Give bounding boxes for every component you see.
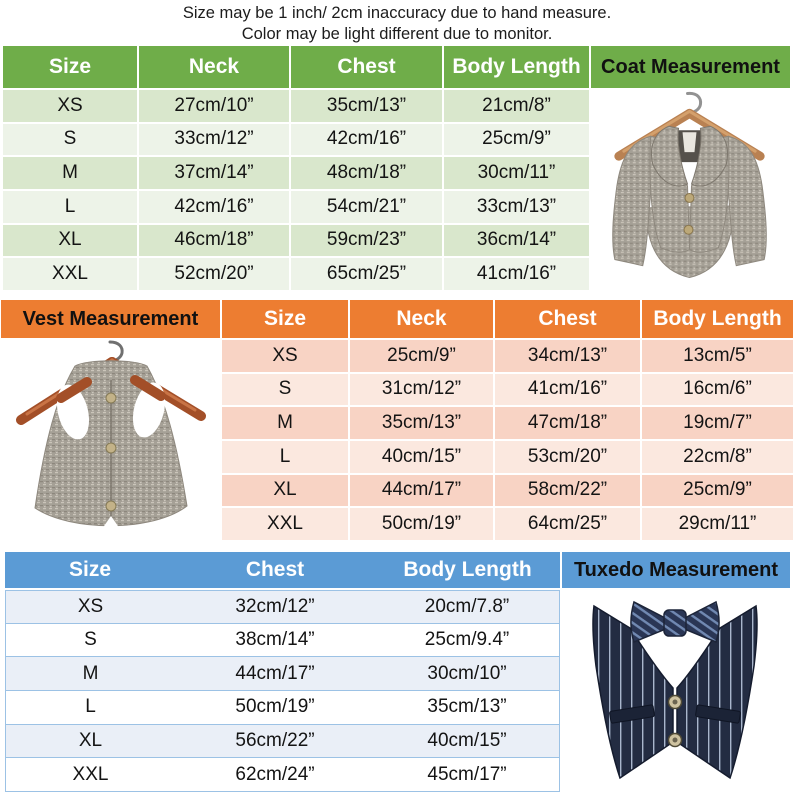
disclaimer-line-2: Color may be light different due to monitor.	[241, 25, 553, 43]
measurement-cell: 25cm/9”	[444, 124, 589, 156]
measurement-cell: 53cm/20”	[495, 441, 640, 473]
vest-table-title: Vest Measurement	[1, 300, 220, 338]
measurement-cell: 25cm/9.4”	[375, 624, 560, 658]
measurement-cell: 35cm/13”	[375, 691, 560, 725]
measurement-cell: 46cm/18”	[139, 225, 289, 257]
measurement-cell: 33cm/12”	[139, 124, 289, 156]
size-label-cell: XL	[3, 225, 137, 257]
measurement-cell: 44cm/17”	[350, 475, 493, 507]
column-header-body-length: Body Length	[642, 300, 793, 338]
measurement-cell: 35cm/13”	[291, 90, 442, 122]
measurement-cell: 56cm/22”	[175, 725, 375, 759]
measurement-cell: 36cm/14”	[444, 225, 589, 257]
tuxedo-table-title: Tuxedo Measurement	[560, 552, 790, 590]
size-label-cell: XXL	[222, 508, 348, 540]
column-header-size: Size	[5, 552, 175, 590]
measurement-cell: 59cm/23”	[291, 225, 442, 257]
size-disclaimer	[0, 3, 794, 45]
measurement-cell: 44cm/17”	[175, 657, 375, 691]
measurement-cell: 16cm/6”	[642, 374, 793, 406]
size-label-cell: XL	[5, 725, 175, 759]
size-label-cell: S	[3, 124, 137, 156]
measurement-cell: 32cm/12”	[175, 590, 375, 624]
column-header-body-length: Body Length	[444, 46, 589, 88]
size-label-cell: XXL	[3, 258, 137, 290]
size-label-cell: M	[222, 407, 348, 439]
measurement-cell: 40cm/15”	[375, 725, 560, 759]
measurement-cell: 29cm/11”	[642, 508, 793, 540]
measurement-cell: 42cm/16”	[291, 124, 442, 156]
column-header-size: Size	[222, 300, 348, 338]
measurement-cell: 38cm/14”	[175, 624, 375, 658]
measurement-cell: 62cm/24”	[175, 758, 375, 792]
vest-photo	[1, 340, 220, 540]
measurement-cell: 50cm/19”	[350, 508, 493, 540]
measurement-cell: 25cm/9”	[350, 340, 493, 372]
measurement-cell: 58cm/22”	[495, 475, 640, 507]
coat-measurement-table	[3, 46, 790, 290]
measurement-cell: 21cm/8”	[444, 90, 589, 122]
measurement-cell: 40cm/15”	[350, 441, 493, 473]
size-label-cell: L	[3, 191, 137, 223]
size-label-cell: M	[3, 157, 137, 189]
disclaimer-line-1: Size may be 1 inch/ 2cm inaccuracy due to hand measure.	[182, 4, 612, 22]
vest-illustration	[1, 340, 220, 540]
measurement-cell: 34cm/13”	[495, 340, 640, 372]
measurement-cell: 25cm/9”	[642, 475, 793, 507]
measurement-cell: 22cm/8”	[642, 441, 793, 473]
size-label-cell: XXL	[5, 758, 175, 792]
measurement-cell: 50cm/19”	[175, 691, 375, 725]
tuxedo-photo	[560, 590, 790, 792]
column-header-size: Size	[3, 46, 137, 88]
tuxedo-measurement-table	[5, 552, 790, 792]
bow-tie-icon	[631, 602, 719, 642]
coat-table-title: Coat Measurement	[591, 46, 790, 88]
size-label-cell: XL	[222, 475, 348, 507]
size-label-cell: M	[5, 657, 175, 691]
size-label-cell: XS	[3, 90, 137, 122]
measurement-cell: 64cm/25”	[495, 508, 640, 540]
column-header-neck: Neck	[139, 46, 289, 88]
measurement-cell: 20cm/7.8”	[375, 590, 560, 624]
coat-photo	[591, 90, 790, 290]
size-label-cell: L	[5, 691, 175, 725]
measurement-cell: 41cm/16”	[444, 258, 589, 290]
measurement-cell: 27cm/10”	[139, 90, 289, 122]
column-header-chest: Chest	[175, 552, 375, 590]
column-header-chest: Chest	[495, 300, 640, 338]
coat-illustration	[591, 90, 790, 290]
measurement-cell: 41cm/16”	[495, 374, 640, 406]
measurement-cell: 47cm/18”	[495, 407, 640, 439]
size-label-cell: L	[222, 441, 348, 473]
measurement-cell: 65cm/25”	[291, 258, 442, 290]
measurement-cell: 54cm/21”	[291, 191, 442, 223]
measurement-cell: 45cm/17”	[375, 758, 560, 792]
size-label-cell: XS	[5, 590, 175, 624]
size-label-cell: S	[222, 374, 348, 406]
measurement-cell: 37cm/14”	[139, 157, 289, 189]
measurement-cell: 48cm/18”	[291, 157, 442, 189]
measurement-cell: 30cm/11”	[444, 157, 589, 189]
measurement-cell: 13cm/5”	[642, 340, 793, 372]
tuxedo-illustration	[560, 590, 790, 792]
measurement-cell: 42cm/16”	[139, 191, 289, 223]
measurement-cell: 31cm/12”	[350, 374, 493, 406]
size-label-cell: S	[5, 624, 175, 658]
vest-icon	[35, 361, 187, 529]
column-header-neck: Neck	[350, 300, 493, 338]
coat-icon	[613, 126, 767, 277]
measurement-cell: 19cm/7”	[642, 407, 793, 439]
measurement-cell: 52cm/20”	[139, 258, 289, 290]
column-header-body-length: Body Length	[375, 552, 560, 590]
vest-measurement-table	[1, 300, 793, 540]
measurement-cell: 33cm/13”	[444, 191, 589, 223]
measurement-cell: 35cm/13”	[350, 407, 493, 439]
measurement-cell: 30cm/10”	[375, 657, 560, 691]
size-label-cell: XS	[222, 340, 348, 372]
column-header-chest: Chest	[291, 46, 442, 88]
